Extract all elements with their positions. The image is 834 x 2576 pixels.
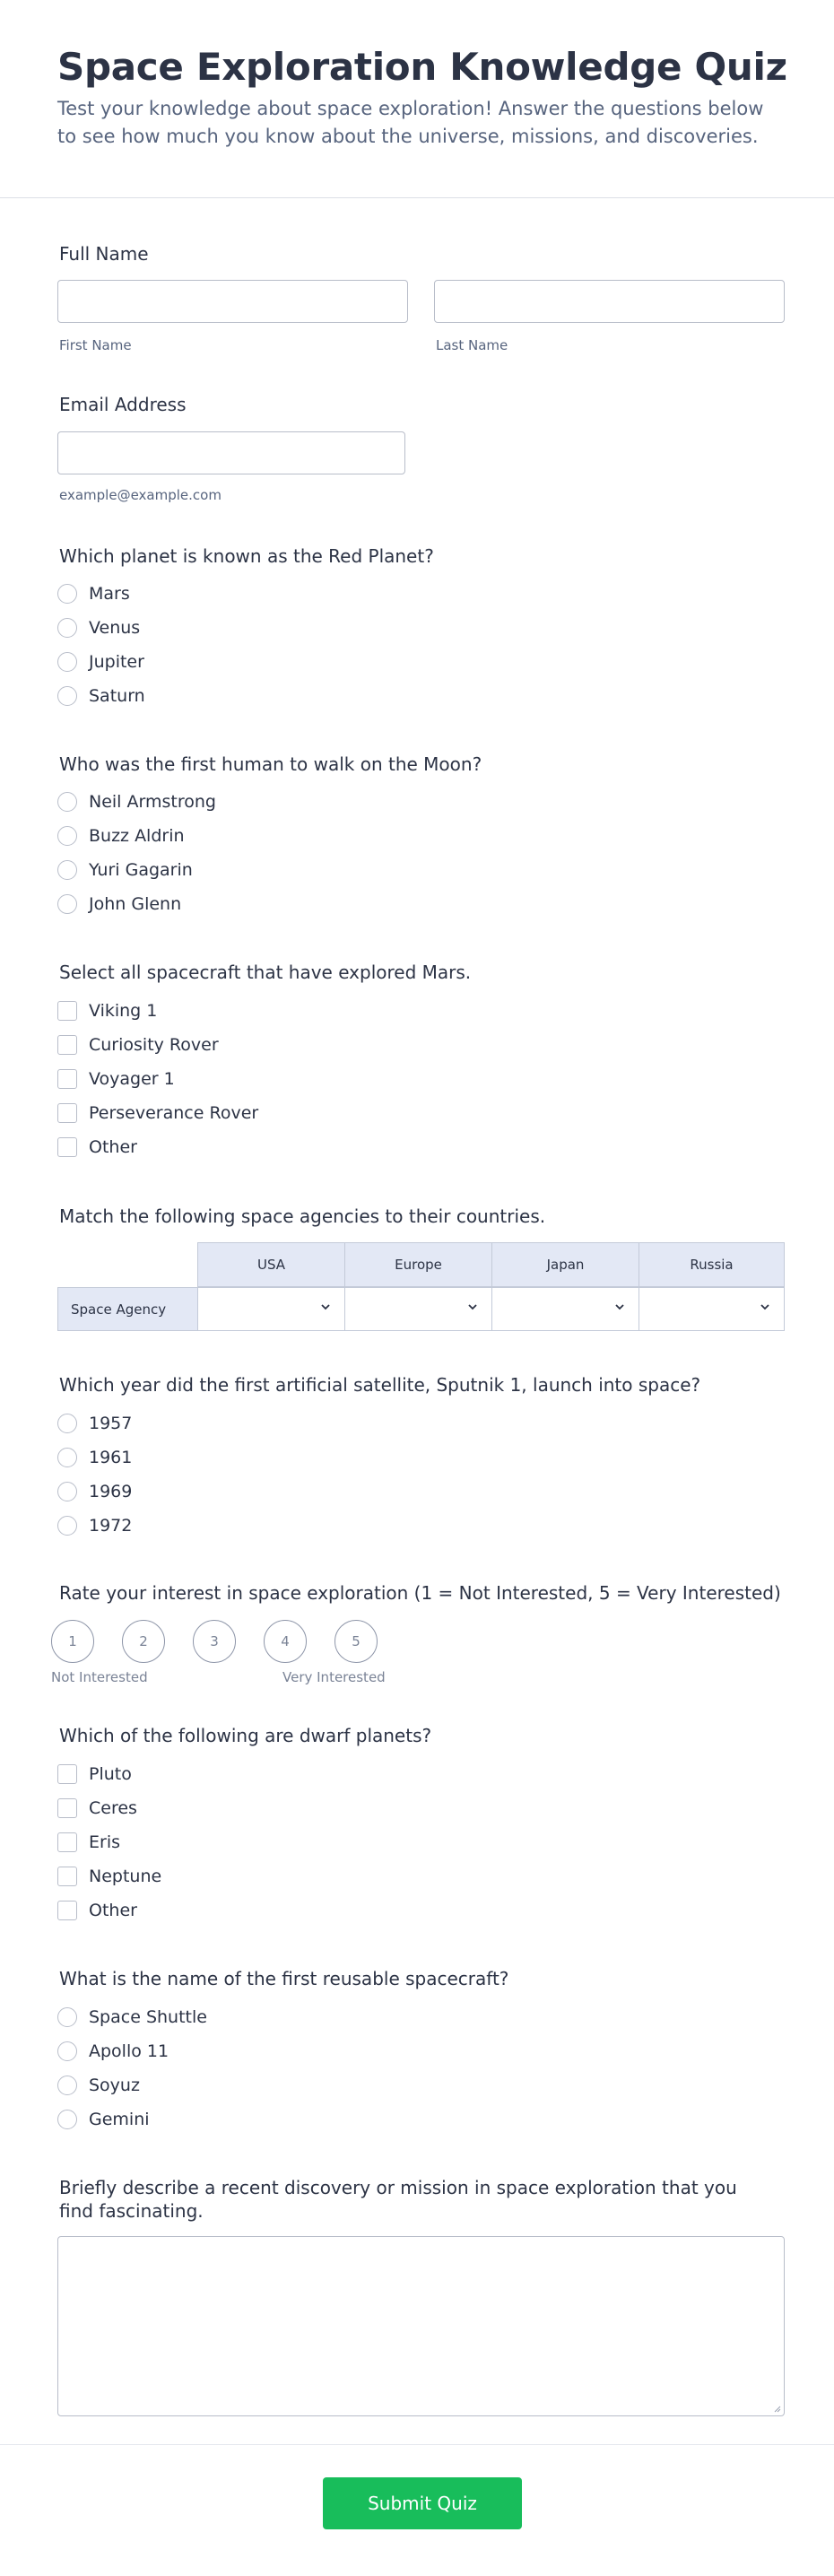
checkbox[interactable] — [57, 1137, 77, 1157]
option-other[interactable] — [57, 1136, 137, 1159]
scale-option-3[interactable]: 3 — [193, 1620, 236, 1663]
checkbox[interactable] — [57, 1764, 77, 1784]
option-label: Yuri Gagarin — [89, 860, 193, 880]
matrix-row-label: Space Agency — [57, 1287, 198, 1331]
last-name-sublabel: Last Name — [436, 337, 508, 353]
option-label: Perseverance Rover — [89, 1103, 259, 1123]
resize-grip-icon[interactable] — [772, 2404, 781, 2413]
checkbox[interactable] — [57, 1832, 77, 1852]
radio-button[interactable] — [57, 1516, 77, 1536]
option-1972[interactable] — [57, 1514, 132, 1537]
checkbox[interactable] — [57, 1901, 77, 1920]
question-moon: Who was the first human to walk on the Moon? — [59, 753, 482, 775]
option-mars[interactable] — [57, 582, 130, 605]
checkbox[interactable] — [57, 1035, 77, 1055]
form-description: Test your knowledge about space exploration! Answer the questions below to see how much you know about the universe, missions, and discoveries. — [57, 98, 764, 147]
scale-low-caption: Not Interested — [51, 1669, 148, 1685]
checkbox[interactable] — [57, 1069, 77, 1089]
option-label: 1961 — [89, 1448, 133, 1467]
question-dwarf-planets: Which of the following are dwarf planets? — [59, 1725, 432, 1746]
checkbox[interactable] — [57, 1798, 77, 1818]
question-agencies: Match the following space agencies to their countries. — [59, 1205, 546, 1227]
radio-button[interactable] — [57, 584, 77, 604]
option-1969[interactable] — [57, 1480, 132, 1503]
option-neil-armstrong[interactable] — [57, 790, 216, 814]
option-1957[interactable] — [57, 1412, 132, 1435]
option-gemini[interactable] — [57, 2108, 150, 2131]
option-viking-1[interactable] — [57, 999, 157, 1023]
option-ceres[interactable] — [57, 1797, 137, 1820]
europe-dropdown[interactable] — [344, 1287, 492, 1331]
chevron-down-icon — [319, 1301, 332, 1313]
option-curiosity-rover[interactable] — [57, 1033, 219, 1057]
matrix-column-usa: USA — [197, 1242, 345, 1287]
option-label: Other — [89, 1137, 137, 1157]
scale-option-4[interactable]: 4 — [264, 1620, 307, 1663]
radio-button[interactable] — [57, 652, 77, 672]
option-label: 1969 — [89, 1482, 133, 1501]
scale-high-caption: Very Interested — [282, 1669, 386, 1685]
option-label: Neil Armstrong — [89, 792, 216, 812]
radio-button[interactable] — [57, 2076, 77, 2095]
option-label: Curiosity Rover — [89, 1035, 219, 1055]
email-label: Email Address — [59, 394, 187, 415]
discovery-textarea[interactable] — [57, 2236, 785, 2416]
form-header — [0, 0, 834, 198]
chevron-down-icon — [759, 1301, 771, 1313]
matrix-column-europe: Europe — [344, 1242, 492, 1287]
japan-dropdown[interactable] — [491, 1287, 639, 1331]
email-input[interactable] — [57, 431, 405, 474]
option-label: Apollo 11 — [89, 2041, 169, 2061]
radio-button[interactable] — [57, 1448, 77, 1467]
matrix-column-russia: Russia — [639, 1242, 785, 1287]
option-1961[interactable] — [57, 1446, 132, 1469]
option-neptune[interactable] — [57, 1865, 161, 1888]
option-voyager-1[interactable] — [57, 1067, 175, 1091]
option-label: Neptune — [89, 1867, 162, 1886]
last-name-input[interactable] — [434, 280, 785, 323]
usa-dropdown[interactable] — [197, 1287, 345, 1331]
option-pluto[interactable] — [57, 1762, 132, 1786]
option-saturn[interactable] — [57, 684, 145, 708]
radio-button[interactable] — [57, 1414, 77, 1433]
option-label: Pluto — [89, 1764, 132, 1784]
matrix-column-japan: Japan — [491, 1242, 639, 1287]
radio-button[interactable] — [57, 686, 77, 706]
option-label: Saturn — [89, 686, 145, 706]
radio-button[interactable] — [57, 2110, 77, 2129]
submit-button[interactable]: Submit Quiz — [323, 2477, 522, 2529]
option-label: Gemini — [89, 2110, 150, 2129]
checkbox[interactable] — [57, 1103, 77, 1123]
option-label: Viking 1 — [89, 1001, 158, 1021]
radio-button[interactable] — [57, 860, 77, 880]
radio-button[interactable] — [57, 2007, 77, 2027]
checkbox[interactable] — [57, 1867, 77, 1886]
option-label: Jupiter — [89, 652, 144, 672]
radio-button[interactable] — [57, 894, 77, 914]
option-space-shuttle[interactable] — [57, 2006, 207, 2029]
option-label: Mars — [89, 584, 130, 604]
option-jupiter[interactable] — [57, 650, 144, 674]
option-label: 1972 — [89, 1516, 133, 1536]
option-label: Ceres — [89, 1798, 137, 1818]
option-label: John Glenn — [89, 894, 182, 914]
radio-button[interactable] — [57, 826, 77, 846]
chevron-down-icon — [613, 1301, 626, 1313]
option-label: Soyuz — [89, 2076, 140, 2095]
option-apollo-11[interactable] — [57, 2040, 169, 2063]
full-name-label: Full Name — [59, 243, 149, 265]
question-discovery: Briefly describe a recent discovery or mission in space exploration that you find fascinating. — [59, 2177, 737, 2222]
radio-button[interactable] — [57, 1482, 77, 1501]
radio-button[interactable] — [57, 618, 77, 638]
question-reusable-spacecraft: What is the name of the first reusable spacecraft? — [59, 1968, 509, 1989]
option-label: Voyager 1 — [89, 1069, 175, 1089]
checkbox[interactable] — [57, 1001, 77, 1021]
radio-button[interactable] — [57, 2041, 77, 2061]
question-red-planet: Which planet is known as the Red Planet? — [59, 545, 434, 567]
question-sputnik: Which year did the first artificial satellite, Sputnik 1, launch into space? — [59, 1374, 701, 1396]
option-perseverance-rover[interactable] — [57, 1101, 258, 1125]
first-name-sublabel: First Name — [59, 337, 132, 353]
question-mars-spacecraft: Select all spacecraft that have explored Mars. — [59, 962, 472, 983]
option-other-dwarf[interactable] — [57, 1899, 137, 1922]
russia-dropdown[interactable] — [639, 1287, 785, 1331]
option-label: Space Shuttle — [89, 2007, 207, 2027]
scale-option-5[interactable]: 5 — [334, 1620, 378, 1663]
option-yuri-gagarin[interactable] — [57, 858, 193, 882]
scale-option-1[interactable]: 1 — [51, 1620, 94, 1663]
option-venus[interactable] — [57, 616, 140, 640]
scale-option-2[interactable]: 2 — [122, 1620, 165, 1663]
option-label: Eris — [89, 1832, 120, 1852]
radio-button[interactable] — [57, 792, 77, 812]
question-interest: Rate your interest in space exploration (1 = Not Interested, 5 = Very Interested) — [59, 1582, 781, 1604]
chevron-down-icon — [466, 1301, 479, 1313]
option-buzz-aldrin[interactable] — [57, 824, 185, 848]
option-soyuz[interactable] — [57, 2074, 140, 2097]
option-label: 1957 — [89, 1414, 133, 1433]
first-name-input[interactable] — [57, 280, 408, 323]
email-sublabel: example@example.com — [59, 487, 222, 503]
option-label: Venus — [89, 618, 141, 638]
option-label: Buzz Aldrin — [89, 826, 185, 846]
option-john-glenn[interactable] — [57, 892, 181, 916]
option-label: Other — [89, 1901, 137, 1920]
option-eris[interactable] — [57, 1831, 120, 1854]
form-title: Space Exploration Knowledge Quiz — [57, 45, 787, 89]
